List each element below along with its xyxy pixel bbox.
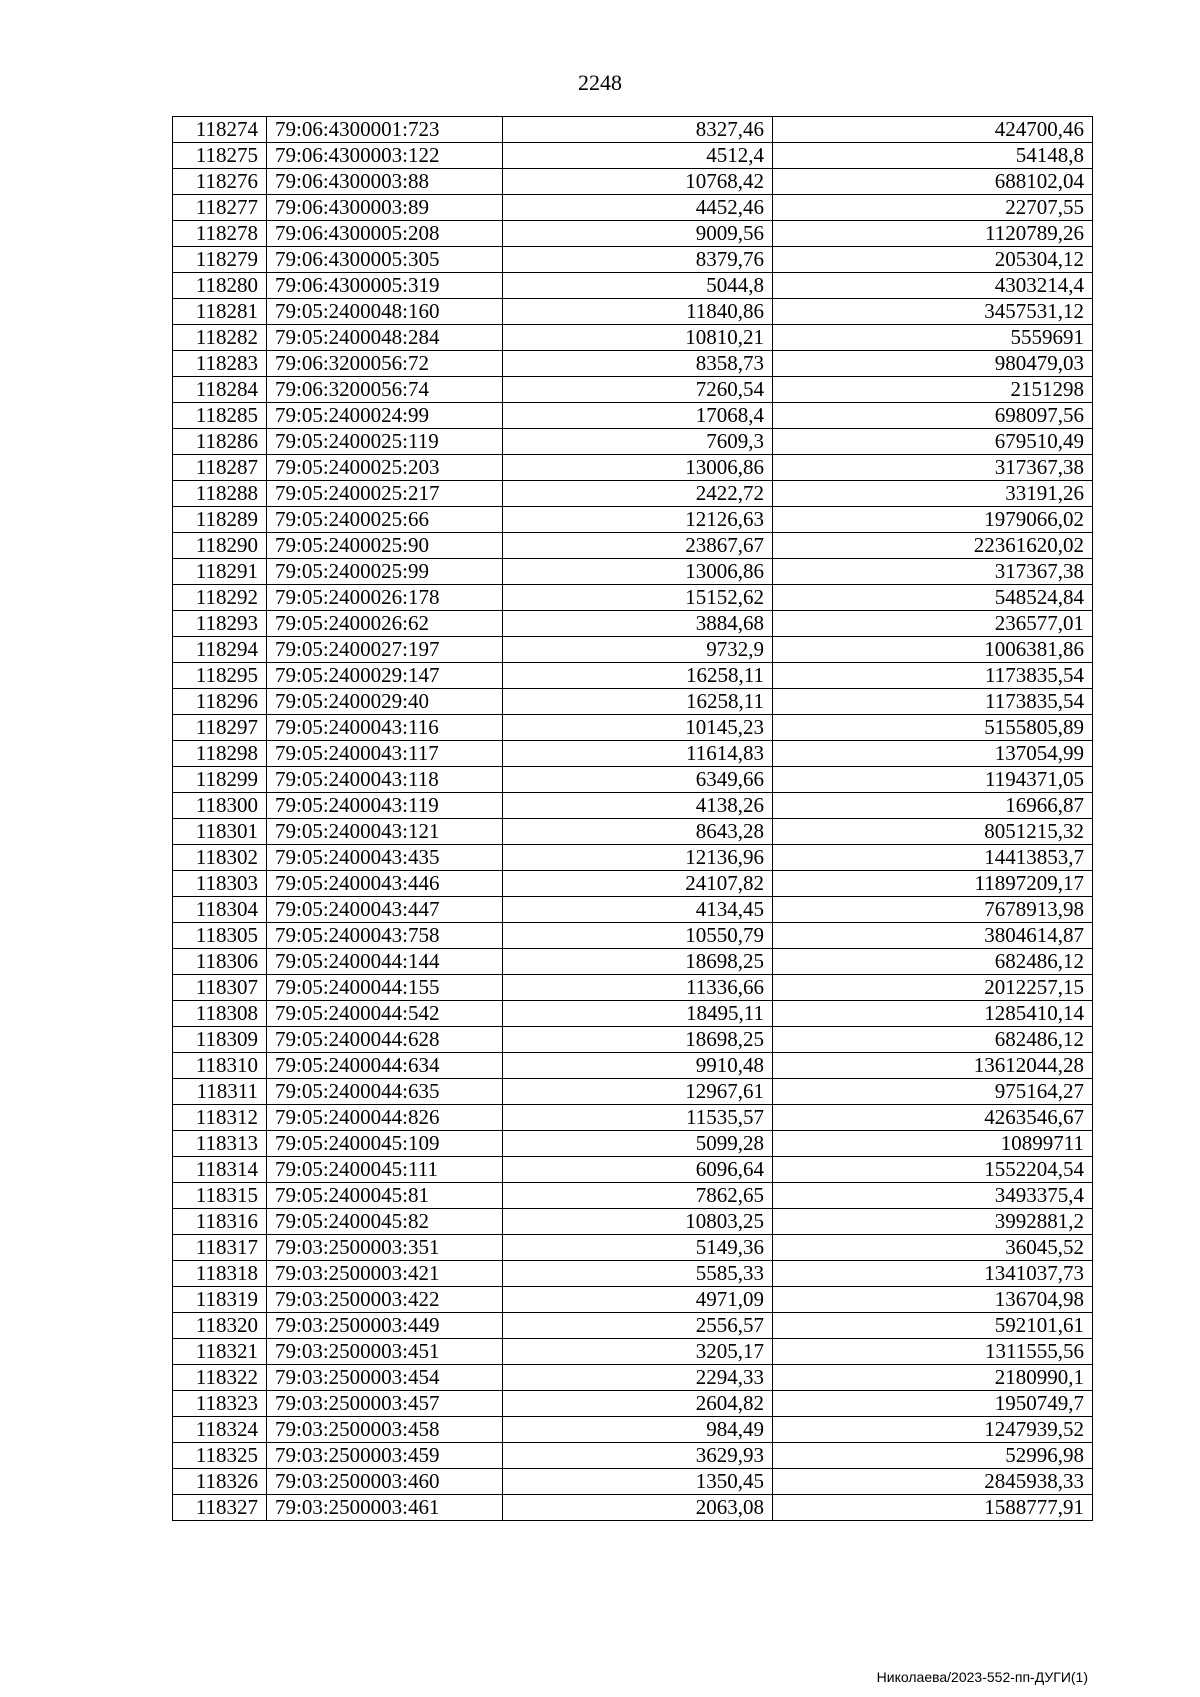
value-cell: 10145,23 <box>503 715 773 741</box>
table-row <box>173 1261 1093 1287</box>
value-cell: 5099,28 <box>503 1131 773 1157</box>
value-cell: 11614,83 <box>503 741 773 767</box>
cadastral-number-cell: 79:03:2500003:351 <box>267 1235 503 1261</box>
row-id-cell: 118307 <box>173 975 267 1001</box>
row-id-cell: 118302 <box>173 845 267 871</box>
amount-cell: 424700,46 <box>773 117 1093 143</box>
table-row <box>173 299 1093 325</box>
row-id-cell: 118311 <box>173 1079 267 1105</box>
table-row <box>173 585 1093 611</box>
row-id-cell: 118315 <box>173 1183 267 1209</box>
value-cell: 4512,4 <box>503 143 773 169</box>
row-id-cell: 118322 <box>173 1365 267 1391</box>
table-row <box>173 559 1093 585</box>
table-row <box>173 221 1093 247</box>
amount-cell: 2012257,15 <box>773 975 1093 1001</box>
value-cell: 9009,56 <box>503 221 773 247</box>
table-row <box>173 1027 1093 1053</box>
value-cell: 9732,9 <box>503 637 773 663</box>
cadastral-number-cell: 79:03:2500003:457 <box>267 1391 503 1417</box>
cadastral-number-cell: 79:03:2500003:422 <box>267 1287 503 1313</box>
cadastral-number-cell: 79:05:2400025:66 <box>267 507 503 533</box>
cadastral-number-cell: 79:06:4300003:122 <box>267 143 503 169</box>
amount-cell: 317367,38 <box>773 455 1093 481</box>
row-id-cell: 118289 <box>173 507 267 533</box>
value-cell: 1350,45 <box>503 1469 773 1495</box>
table-row <box>173 117 1093 143</box>
row-id-cell: 118306 <box>173 949 267 975</box>
cadastral-number-cell: 79:05:2400025:203 <box>267 455 503 481</box>
row-id-cell: 118286 <box>173 429 267 455</box>
cadastral-number-cell: 79:05:2400043:758 <box>267 923 503 949</box>
amount-cell: 682486,12 <box>773 949 1093 975</box>
cadastral-number-cell: 79:05:2400044:144 <box>267 949 503 975</box>
cadastral-number-cell: 79:03:2500003:459 <box>267 1443 503 1469</box>
table-row <box>173 1365 1093 1391</box>
row-id-cell: 118276 <box>173 169 267 195</box>
amount-cell: 1341037,73 <box>773 1261 1093 1287</box>
table-row <box>173 845 1093 871</box>
cadastral-number-cell: 79:05:2400044:826 <box>267 1105 503 1131</box>
row-id-cell: 118294 <box>173 637 267 663</box>
row-id-cell: 118274 <box>173 117 267 143</box>
amount-cell: 8051215,32 <box>773 819 1093 845</box>
table-row <box>173 1339 1093 1365</box>
amount-cell: 22361620,02 <box>773 533 1093 559</box>
cadastral-number-cell: 79:03:2500003:449 <box>267 1313 503 1339</box>
value-cell: 3884,68 <box>503 611 773 637</box>
amount-cell: 52996,98 <box>773 1443 1093 1469</box>
table-row <box>173 377 1093 403</box>
cadastral-number-cell: 79:05:2400043:447 <box>267 897 503 923</box>
table-row <box>173 1313 1093 1339</box>
value-cell: 2556,57 <box>503 1313 773 1339</box>
row-id-cell: 118324 <box>173 1417 267 1443</box>
table-row <box>173 455 1093 481</box>
row-id-cell: 118290 <box>173 533 267 559</box>
value-cell: 7862,65 <box>503 1183 773 1209</box>
row-id-cell: 118314 <box>173 1157 267 1183</box>
amount-cell: 4303214,4 <box>773 273 1093 299</box>
value-cell: 6349,66 <box>503 767 773 793</box>
value-cell: 8379,76 <box>503 247 773 273</box>
cadastral-number-cell: 79:05:2400026:62 <box>267 611 503 637</box>
row-id-cell: 118325 <box>173 1443 267 1469</box>
cadastral-number-cell: 79:03:2500003:454 <box>267 1365 503 1391</box>
table-row <box>173 1209 1093 1235</box>
value-cell: 10803,25 <box>503 1209 773 1235</box>
cadastral-number-cell: 79:06:3200056:72 <box>267 351 503 377</box>
table-row <box>173 871 1093 897</box>
row-id-cell: 118327 <box>173 1495 267 1521</box>
row-id-cell: 118284 <box>173 377 267 403</box>
table-row <box>173 637 1093 663</box>
amount-cell: 10899711 <box>773 1131 1093 1157</box>
table-row <box>173 169 1093 195</box>
value-cell: 6096,64 <box>503 1157 773 1183</box>
cadastral-number-cell: 79:05:2400027:197 <box>267 637 503 663</box>
table-row <box>173 143 1093 169</box>
row-id-cell: 118304 <box>173 897 267 923</box>
row-id-cell: 118281 <box>173 299 267 325</box>
value-cell: 5149,36 <box>503 1235 773 1261</box>
value-cell: 11336,66 <box>503 975 773 1001</box>
value-cell: 11840,86 <box>503 299 773 325</box>
table-row <box>173 1287 1093 1313</box>
amount-cell: 3493375,4 <box>773 1183 1093 1209</box>
row-id-cell: 118301 <box>173 819 267 845</box>
cadastral-number-cell: 79:05:2400043:118 <box>267 767 503 793</box>
cadastral-number-cell: 79:05:2400025:217 <box>267 481 503 507</box>
cadastral-number-cell: 79:05:2400045:111 <box>267 1157 503 1183</box>
cadastral-number-cell: 79:05:2400044:155 <box>267 975 503 1001</box>
amount-cell: 1552204,54 <box>773 1157 1093 1183</box>
row-id-cell: 118318 <box>173 1261 267 1287</box>
row-id-cell: 118278 <box>173 221 267 247</box>
table-row <box>173 1001 1093 1027</box>
row-id-cell: 118295 <box>173 663 267 689</box>
amount-cell: 4263546,67 <box>773 1105 1093 1131</box>
table-row <box>173 741 1093 767</box>
row-id-cell: 118296 <box>173 689 267 715</box>
row-id-cell: 118280 <box>173 273 267 299</box>
cadastral-number-cell: 79:05:2400044:628 <box>267 1027 503 1053</box>
value-cell: 8358,73 <box>503 351 773 377</box>
row-id-cell: 118275 <box>173 143 267 169</box>
cadastral-number-cell: 79:06:4300005:319 <box>267 273 503 299</box>
row-id-cell: 118308 <box>173 1001 267 1027</box>
value-cell: 2294,33 <box>503 1365 773 1391</box>
amount-cell: 1006381,86 <box>773 637 1093 663</box>
table-row <box>173 351 1093 377</box>
cadastral-number-cell: 79:05:2400043:116 <box>267 715 503 741</box>
amount-cell: 5155805,89 <box>773 715 1093 741</box>
row-id-cell: 118305 <box>173 923 267 949</box>
cadastral-number-cell: 79:05:2400048:284 <box>267 325 503 351</box>
amount-cell: 16966,87 <box>773 793 1093 819</box>
table-row <box>173 1079 1093 1105</box>
value-cell: 10810,21 <box>503 325 773 351</box>
value-cell: 11535,57 <box>503 1105 773 1131</box>
row-id-cell: 118310 <box>173 1053 267 1079</box>
cadastral-number-cell: 79:06:4300003:88 <box>267 169 503 195</box>
cadastral-number-cell: 79:05:2400045:109 <box>267 1131 503 1157</box>
cadastral-number-cell: 79:05:2400045:82 <box>267 1209 503 1235</box>
cadastral-number-cell: 79:03:2500003:421 <box>267 1261 503 1287</box>
amount-cell: 36045,52 <box>773 1235 1093 1261</box>
value-cell: 4452,46 <box>503 195 773 221</box>
footer-reference: Николаева/2023-552-пп-ДУГИ(1) <box>876 1669 1088 1685</box>
table-row <box>173 663 1093 689</box>
row-id-cell: 118323 <box>173 1391 267 1417</box>
row-id-cell: 118287 <box>173 455 267 481</box>
value-cell: 2604,82 <box>503 1391 773 1417</box>
amount-cell: 3457531,12 <box>773 299 1093 325</box>
value-cell: 18495,11 <box>503 1001 773 1027</box>
row-id-cell: 118283 <box>173 351 267 377</box>
cadastral-number-cell: 79:05:2400044:635 <box>267 1079 503 1105</box>
table-row <box>173 611 1093 637</box>
row-id-cell: 118317 <box>173 1235 267 1261</box>
amount-cell: 13612044,28 <box>773 1053 1093 1079</box>
cadastral-number-cell: 79:03:2500003:458 <box>267 1417 503 1443</box>
cadastral-number-cell: 79:05:2400043:435 <box>267 845 503 871</box>
amount-cell: 136704,98 <box>773 1287 1093 1313</box>
row-id-cell: 118282 <box>173 325 267 351</box>
amount-cell: 1194371,05 <box>773 767 1093 793</box>
value-cell: 5044,8 <box>503 273 773 299</box>
table-row <box>173 247 1093 273</box>
value-cell: 16258,11 <box>503 689 773 715</box>
cadastral-number-cell: 79:05:2400045:81 <box>267 1183 503 1209</box>
table-row <box>173 767 1093 793</box>
value-cell: 12967,61 <box>503 1079 773 1105</box>
value-cell: 984,49 <box>503 1417 773 1443</box>
registry-table-body <box>173 117 1093 1521</box>
cadastral-number-cell: 79:05:2400048:160 <box>267 299 503 325</box>
table-row <box>173 195 1093 221</box>
value-cell: 7609,3 <box>503 429 773 455</box>
amount-cell: 3992881,2 <box>773 1209 1093 1235</box>
amount-cell: 688102,04 <box>773 169 1093 195</box>
cadastral-number-cell: 79:05:2400024:99 <box>267 403 503 429</box>
amount-cell: 11897209,17 <box>773 871 1093 897</box>
row-id-cell: 118288 <box>173 481 267 507</box>
value-cell: 10550,79 <box>503 923 773 949</box>
table-row <box>173 429 1093 455</box>
amount-cell: 1311555,56 <box>773 1339 1093 1365</box>
table-row <box>173 1443 1093 1469</box>
cadastral-number-cell: 79:05:2400043:446 <box>267 871 503 897</box>
amount-cell: 1285410,14 <box>773 1001 1093 1027</box>
table-row <box>173 1417 1093 1443</box>
amount-cell: 2180990,1 <box>773 1365 1093 1391</box>
amount-cell: 980479,03 <box>773 351 1093 377</box>
amount-cell: 548524,84 <box>773 585 1093 611</box>
table-row <box>173 1235 1093 1261</box>
cadastral-number-cell: 79:05:2400029:147 <box>267 663 503 689</box>
value-cell: 2422,72 <box>503 481 773 507</box>
table-row <box>173 273 1093 299</box>
cadastral-number-cell: 79:05:2400025:99 <box>267 559 503 585</box>
value-cell: 12136,96 <box>503 845 773 871</box>
table-row <box>173 325 1093 351</box>
cadastral-number-cell: 79:05:2400043:119 <box>267 793 503 819</box>
table-row <box>173 819 1093 845</box>
table-row <box>173 1053 1093 1079</box>
table-row <box>173 923 1093 949</box>
cadastral-number-cell: 79:06:4300003:89 <box>267 195 503 221</box>
row-id-cell: 118300 <box>173 793 267 819</box>
amount-cell: 1120789,26 <box>773 221 1093 247</box>
cadastral-number-cell: 79:05:2400044:634 <box>267 1053 503 1079</box>
amount-cell: 2845938,33 <box>773 1469 1093 1495</box>
value-cell: 3629,93 <box>503 1443 773 1469</box>
value-cell: 17068,4 <box>503 403 773 429</box>
row-id-cell: 118293 <box>173 611 267 637</box>
amount-cell: 317367,38 <box>773 559 1093 585</box>
amount-cell: 54148,8 <box>773 143 1093 169</box>
row-id-cell: 118279 <box>173 247 267 273</box>
value-cell: 13006,86 <box>503 559 773 585</box>
value-cell: 8327,46 <box>503 117 773 143</box>
amount-cell: 7678913,98 <box>773 897 1093 923</box>
value-cell: 15152,62 <box>503 585 773 611</box>
table-row <box>173 403 1093 429</box>
cadastral-number-cell: 79:03:2500003:460 <box>267 1469 503 1495</box>
table-row <box>173 793 1093 819</box>
amount-cell: 137054,99 <box>773 741 1093 767</box>
amount-cell: 1173835,54 <box>773 689 1093 715</box>
amount-cell: 22707,55 <box>773 195 1093 221</box>
table-row <box>173 1391 1093 1417</box>
cadastral-number-cell: 79:05:2400025:119 <box>267 429 503 455</box>
row-id-cell: 118303 <box>173 871 267 897</box>
amount-cell: 33191,26 <box>773 481 1093 507</box>
cadastral-number-cell: 79:05:2400026:178 <box>267 585 503 611</box>
row-id-cell: 118309 <box>173 1027 267 1053</box>
value-cell: 8643,28 <box>503 819 773 845</box>
row-id-cell: 118298 <box>173 741 267 767</box>
value-cell: 18698,25 <box>503 949 773 975</box>
cadastral-number-cell: 79:05:2400025:90 <box>267 533 503 559</box>
amount-cell: 2151298 <box>773 377 1093 403</box>
row-id-cell: 118326 <box>173 1469 267 1495</box>
amount-cell: 1979066,02 <box>773 507 1093 533</box>
row-id-cell: 118292 <box>173 585 267 611</box>
row-id-cell: 118316 <box>173 1209 267 1235</box>
table-row <box>173 689 1093 715</box>
value-cell: 7260,54 <box>503 377 773 403</box>
amount-cell: 592101,61 <box>773 1313 1093 1339</box>
value-cell: 23867,67 <box>503 533 773 559</box>
amount-cell: 682486,12 <box>773 1027 1093 1053</box>
table-row <box>173 1495 1093 1521</box>
amount-cell: 698097,56 <box>773 403 1093 429</box>
row-id-cell: 118297 <box>173 715 267 741</box>
table-row <box>173 949 1093 975</box>
table-row <box>173 715 1093 741</box>
value-cell: 4138,26 <box>503 793 773 819</box>
value-cell: 3205,17 <box>503 1339 773 1365</box>
cadastral-number-cell: 79:06:3200056:74 <box>267 377 503 403</box>
value-cell: 12126,63 <box>503 507 773 533</box>
page-number: 2248 <box>578 70 622 95</box>
row-id-cell: 118299 <box>173 767 267 793</box>
amount-cell: 679510,49 <box>773 429 1093 455</box>
amount-cell: 1247939,52 <box>773 1417 1093 1443</box>
amount-cell: 1173835,54 <box>773 663 1093 689</box>
table-row <box>173 897 1093 923</box>
value-cell: 4971,09 <box>503 1287 773 1313</box>
table-row <box>173 975 1093 1001</box>
row-id-cell: 118285 <box>173 403 267 429</box>
cadastral-number-cell: 79:06:4300005:208 <box>267 221 503 247</box>
amount-cell: 236577,01 <box>773 611 1093 637</box>
row-id-cell: 118319 <box>173 1287 267 1313</box>
table-row <box>173 481 1093 507</box>
value-cell: 5585,33 <box>503 1261 773 1287</box>
table-row <box>173 1105 1093 1131</box>
amount-cell: 205304,12 <box>773 247 1093 273</box>
cadastral-number-cell: 79:03:2500003:461 <box>267 1495 503 1521</box>
amount-cell: 3804614,87 <box>773 923 1093 949</box>
row-id-cell: 118312 <box>173 1105 267 1131</box>
amount-cell: 1588777,91 <box>773 1495 1093 1521</box>
cadastral-number-cell: 79:05:2400043:117 <box>267 741 503 767</box>
amount-cell: 14413853,7 <box>773 845 1093 871</box>
amount-cell: 975164,27 <box>773 1079 1093 1105</box>
cadastral-number-cell: 79:06:4300005:305 <box>267 247 503 273</box>
amount-cell: 5559691 <box>773 325 1093 351</box>
cadastral-number-cell: 79:05:2400044:542 <box>267 1001 503 1027</box>
value-cell: 18698,25 <box>503 1027 773 1053</box>
cadastral-number-cell: 79:05:2400043:121 <box>267 819 503 845</box>
value-cell: 13006,86 <box>503 455 773 481</box>
cadastral-number-cell: 79:03:2500003:451 <box>267 1339 503 1365</box>
table-row <box>173 1157 1093 1183</box>
cadastral-number-cell: 79:05:2400029:40 <box>267 689 503 715</box>
table-row <box>173 1469 1093 1495</box>
row-id-cell: 118277 <box>173 195 267 221</box>
cadastral-number-cell: 79:06:4300001:723 <box>267 117 503 143</box>
value-cell: 2063,08 <box>503 1495 773 1521</box>
table-row <box>173 1131 1093 1157</box>
value-cell: 24107,82 <box>503 871 773 897</box>
row-id-cell: 118313 <box>173 1131 267 1157</box>
table-row <box>173 507 1093 533</box>
value-cell: 4134,45 <box>503 897 773 923</box>
row-id-cell: 118321 <box>173 1339 267 1365</box>
table-row <box>173 1183 1093 1209</box>
table-row <box>173 533 1093 559</box>
value-cell: 10768,42 <box>503 169 773 195</box>
row-id-cell: 118320 <box>173 1313 267 1339</box>
registry-table <box>172 116 1093 1521</box>
amount-cell: 1950749,7 <box>773 1391 1093 1417</box>
value-cell: 9910,48 <box>503 1053 773 1079</box>
row-id-cell: 118291 <box>173 559 267 585</box>
value-cell: 16258,11 <box>503 663 773 689</box>
